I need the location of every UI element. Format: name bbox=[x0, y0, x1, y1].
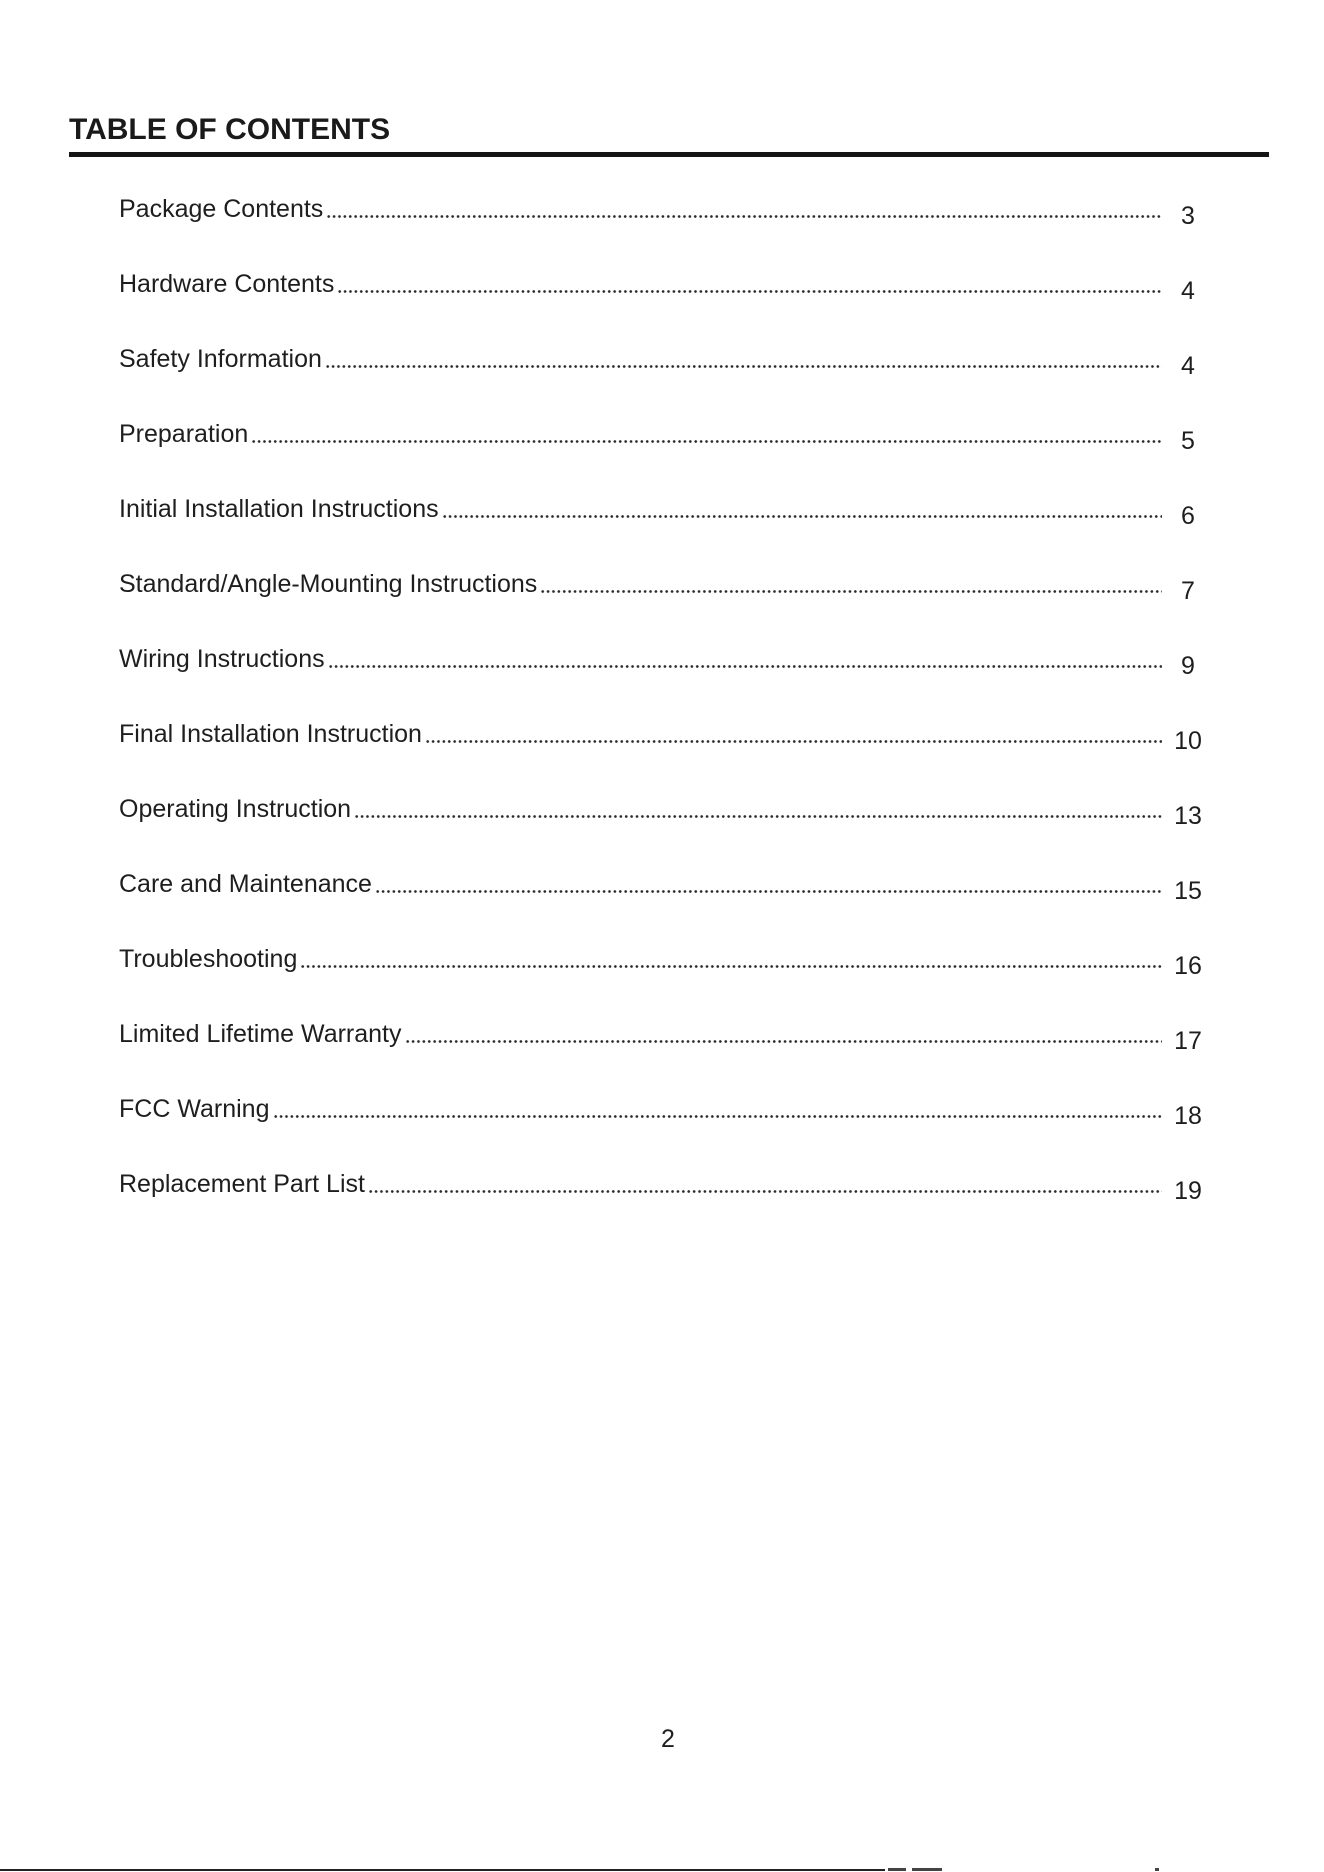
dot-leader bbox=[300, 944, 1162, 974]
toc-entry-label: Standard/Angle-Mounting Instructions bbox=[119, 570, 538, 598]
toc-entry-page: 4 bbox=[1181, 277, 1195, 305]
toc-entry-label: Preparation bbox=[119, 420, 249, 448]
toc-entry-label: Operating Instruction bbox=[119, 795, 352, 823]
toc-entry-page: 17 bbox=[1174, 1027, 1202, 1055]
dot-leader bbox=[328, 644, 1162, 674]
toc-entry-label: Final Installation Instruction bbox=[119, 720, 422, 748]
toc-entry-page: 19 bbox=[1174, 1177, 1202, 1205]
dot-leader bbox=[325, 344, 1162, 374]
page-title: TABLE OF CONTENTS bbox=[69, 113, 391, 146]
scan-edge-mark bbox=[1155, 1868, 1159, 1871]
dot-leader bbox=[425, 719, 1162, 749]
toc-entry bbox=[119, 194, 1206, 230]
toc-entry-label: Care and Maintenance bbox=[119, 870, 372, 898]
toc-entry bbox=[119, 644, 1206, 680]
toc-entry-label: Safety Information bbox=[119, 345, 322, 373]
scan-edge-mark bbox=[888, 1868, 906, 1871]
toc-entry-label: Hardware Contents bbox=[119, 270, 335, 298]
toc-entry bbox=[119, 944, 1206, 980]
toc-entry-page: 6 bbox=[1181, 502, 1195, 530]
toc-entry bbox=[119, 269, 1206, 305]
dot-leader bbox=[354, 794, 1162, 824]
toc-entry-page: 3 bbox=[1181, 202, 1195, 230]
toc-entry-page: 15 bbox=[1174, 877, 1202, 905]
dot-leader bbox=[326, 194, 1162, 224]
toc-entry-page: 18 bbox=[1174, 1102, 1202, 1130]
toc-entry-page: 16 bbox=[1174, 952, 1202, 980]
toc-entry-label: Limited Lifetime Warranty bbox=[119, 1020, 402, 1048]
dot-leader bbox=[368, 1169, 1162, 1199]
toc-entry-label: Wiring Instructions bbox=[119, 645, 325, 673]
dot-leader bbox=[405, 1019, 1163, 1049]
toc-entry-page: 13 bbox=[1174, 802, 1202, 830]
toc-entry-page: 7 bbox=[1181, 577, 1195, 605]
toc-entry-page: 10 bbox=[1174, 727, 1202, 755]
scan-edge-mark bbox=[912, 1868, 942, 1871]
toc-entry bbox=[119, 494, 1206, 530]
dot-leader bbox=[540, 569, 1162, 599]
toc-entry bbox=[119, 569, 1206, 605]
toc-entry bbox=[119, 344, 1206, 380]
dot-leader bbox=[273, 1094, 1163, 1124]
toc-entry bbox=[119, 1094, 1206, 1130]
table-of-contents-list bbox=[119, 194, 1206, 1205]
scan-edge-line bbox=[0, 1869, 885, 1871]
toc-entry-label: Initial Installation Instructions bbox=[119, 495, 439, 523]
toc-entry-page: 9 bbox=[1181, 652, 1195, 680]
toc-entry-page: 5 bbox=[1181, 427, 1195, 455]
toc-entry bbox=[119, 719, 1206, 755]
toc-entry bbox=[119, 1019, 1206, 1055]
page-number: 2 bbox=[661, 1725, 675, 1753]
toc-entry bbox=[119, 794, 1206, 830]
toc-entry-label: FCC Warning bbox=[119, 1095, 270, 1123]
dot-leader bbox=[442, 494, 1162, 524]
toc-entry bbox=[119, 1169, 1206, 1205]
toc-entry bbox=[119, 419, 1206, 455]
toc-entry-label: Package Contents bbox=[119, 195, 324, 223]
dot-leader bbox=[251, 419, 1162, 449]
title-underline-rule bbox=[69, 152, 1269, 157]
toc-entry-label: Troubleshooting bbox=[119, 945, 298, 973]
toc-entry-label: Replacement Part List bbox=[119, 1170, 365, 1198]
toc-entry-page: 4 bbox=[1181, 352, 1195, 380]
toc-entry bbox=[119, 869, 1206, 905]
dot-leader bbox=[337, 269, 1162, 299]
dot-leader bbox=[375, 869, 1162, 899]
